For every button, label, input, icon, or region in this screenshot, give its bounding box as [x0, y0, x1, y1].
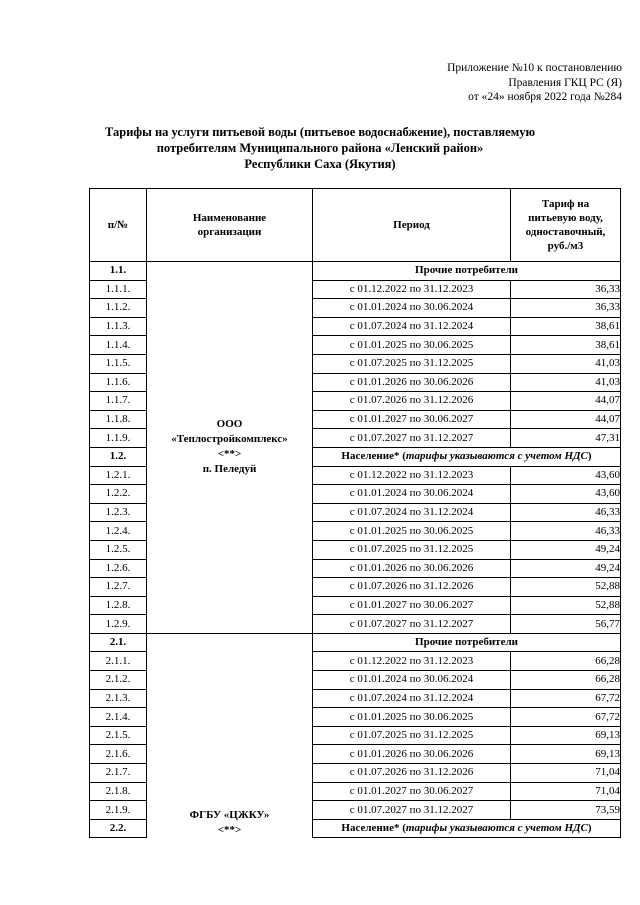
row-tariff: 44,07	[511, 392, 621, 411]
row-period: с 01.07.2024 по 31.12.2024	[313, 689, 511, 708]
row-num: 1.1.1.	[90, 280, 147, 299]
section-label-note: тарифы указываются с учетом НДС	[405, 822, 588, 835]
section-label-main: Население* (	[341, 450, 406, 463]
row-num: 1.2.8.	[90, 596, 147, 615]
header-org	[147, 189, 313, 262]
annex-line-3: от «24» ноября 2022 года №284	[468, 91, 622, 103]
header-org-line-2: организации	[197, 226, 262, 238]
annex-line-1: Приложение №10 к постановлению	[447, 62, 622, 74]
section-row	[90, 633, 621, 652]
row-period: с 01.07.2026 по 31.12.2026	[313, 578, 511, 597]
row-num: 2.1.3.	[90, 689, 147, 708]
row-tariff: 36,33	[511, 280, 621, 299]
row-period: с 01.01.2027 по 30.06.2027	[313, 596, 511, 615]
row-period: с 01.07.2024 по 31.12.2024	[313, 503, 511, 522]
header-tariff-line-3: одноставочный,	[525, 226, 606, 238]
row-num: 2.1.6.	[90, 745, 147, 764]
header-num: п/№	[90, 189, 147, 262]
section-label: Прочие потребители	[313, 633, 621, 652]
row-tariff: 71,04	[511, 764, 621, 783]
row-num: 1.2.7.	[90, 578, 147, 597]
row-num: 1.1.9.	[90, 429, 147, 448]
row-tariff: 69,13	[511, 745, 621, 764]
row-num: 1.1.7.	[90, 392, 147, 411]
tariff-table	[89, 188, 621, 838]
header-tariff-line-1: Тариф на	[541, 198, 590, 210]
header-tariff	[511, 189, 621, 262]
row-period: с 01.01.2024 по 30.06.2024	[313, 485, 511, 504]
row-period: с 01.07.2027 по 31.12.2027	[313, 429, 511, 448]
row-tariff: 46,33	[511, 522, 621, 541]
row-num: 1.1.4.	[90, 336, 147, 355]
row-num: 1.1.3.	[90, 317, 147, 336]
row-period: с 01.07.2026 по 31.12.2026	[313, 764, 511, 783]
organization-name-line-2: «Теплостройкомплекс»	[171, 433, 288, 446]
row-num: 1.2.5.	[90, 540, 147, 559]
row-num: 1.2.3.	[90, 503, 147, 522]
organization-name	[147, 262, 313, 634]
row-period: с 01.07.2027 по 31.12.2027	[313, 615, 511, 634]
row-period: с 01.01.2027 по 30.06.2027	[313, 410, 511, 429]
section-num: 1.1.	[90, 262, 147, 281]
row-num: 2.1.7.	[90, 764, 147, 783]
row-period: с 01.07.2024 по 31.12.2024	[313, 317, 511, 336]
row-period: с 01.07.2025 по 31.12.2025	[313, 354, 511, 373]
row-tariff: 52,88	[511, 596, 621, 615]
row-period: с 01.01.2024 по 30.06.2024	[313, 671, 511, 690]
row-period: с 01.01.2025 по 30.06.2025	[313, 708, 511, 727]
row-period: с 01.01.2026 по 30.06.2026	[313, 559, 511, 578]
row-tariff: 66,28	[511, 652, 621, 671]
row-period: с 01.01.2024 по 30.06.2024	[313, 299, 511, 318]
row-period: с 01.07.2025 по 31.12.2025	[313, 540, 511, 559]
row-num: 1.2.9.	[90, 615, 147, 634]
row-num: 1.2.4.	[90, 522, 147, 541]
row-tariff: 41,03	[511, 373, 621, 392]
document-title	[40, 124, 600, 172]
row-tariff: 67,72	[511, 708, 621, 727]
header-tariff-line-4: руб./м3	[547, 240, 584, 252]
section-label	[313, 447, 621, 466]
section-label-end: )	[587, 822, 592, 835]
section-label-note: тарифы указываются с учетом НДС	[405, 450, 588, 463]
row-tariff: 66,28	[511, 671, 621, 690]
header-tariff-line-2: питьевую воду,	[528, 212, 603, 224]
header-period: Период	[313, 189, 511, 262]
row-num: 1.2.6.	[90, 559, 147, 578]
annex-header	[447, 61, 622, 105]
row-period: с 01.07.2027 по 31.12.2027	[313, 801, 511, 820]
row-num: 2.1.2.	[90, 671, 147, 690]
row-num: 2.1.5.	[90, 726, 147, 745]
annex-line-2: Правления ГКЦ РС (Я)	[508, 76, 622, 89]
row-num: 1.1.8.	[90, 410, 147, 429]
row-tariff: 67,72	[511, 689, 621, 708]
row-tariff: 44,07	[511, 410, 621, 429]
row-period: с 01.01.2025 по 30.06.2025	[313, 522, 511, 541]
title-line-3: Республики Саха (Якутия)	[244, 157, 396, 171]
row-tariff: 49,24	[511, 559, 621, 578]
section-num: 2.2.	[90, 819, 147, 838]
row-period: с 01.12.2022 по 31.12.2023	[313, 652, 511, 671]
row-tariff: 38,61	[511, 336, 621, 355]
row-tariff: 46,33	[511, 503, 621, 522]
section-label-end: )	[587, 450, 592, 463]
row-tariff: 52,88	[511, 578, 621, 597]
title-line-1: Тарифы на услуги питьевой воды (питьевое водоснабжение), поставляемую	[104, 125, 536, 139]
row-tariff: 71,04	[511, 782, 621, 801]
table-header-row	[90, 189, 621, 262]
row-tariff: 47,31	[511, 429, 621, 448]
row-tariff: 43,60	[511, 466, 621, 485]
section-label	[313, 819, 621, 838]
row-tariff: 36,33	[511, 299, 621, 318]
organization-name-line-1: ФГБУ «ЦЖКУ»	[189, 808, 270, 821]
section-row	[90, 262, 621, 281]
row-num: 2.1.1.	[90, 652, 147, 671]
row-num: 1.1.6.	[90, 373, 147, 392]
row-period: с 01.12.2022 по 31.12.2023	[313, 280, 511, 299]
section-label: Прочие потребители	[313, 262, 621, 281]
row-tariff: 49,24	[511, 540, 621, 559]
row-num: 2.1.9.	[90, 801, 147, 820]
row-num: 1.1.5.	[90, 354, 147, 373]
row-num: 1.2.2.	[90, 485, 147, 504]
organization-name-line-2: <**>	[217, 823, 242, 836]
title-line-2: потребителям Муниципального района «Ленский район»	[156, 141, 484, 155]
row-period: с 01.07.2026 по 31.12.2026	[313, 392, 511, 411]
row-period: с 01.12.2022 по 31.12.2023	[313, 466, 511, 485]
row-tariff: 69,13	[511, 726, 621, 745]
row-tariff: 41,03	[511, 354, 621, 373]
organization-name	[147, 633, 313, 838]
section-num: 2.1.	[90, 633, 147, 652]
organization-name-line-1: ООО	[216, 418, 243, 431]
row-period: с 01.01.2025 по 30.06.2025	[313, 336, 511, 355]
organization-name-line-4: п. Пеледуй	[202, 463, 257, 476]
row-period: с 01.07.2025 по 31.12.2025	[313, 726, 511, 745]
row-num: 1.2.1.	[90, 466, 147, 485]
row-tariff: 43,60	[511, 485, 621, 504]
row-num: 2.1.8.	[90, 782, 147, 801]
row-tariff: 38,61	[511, 317, 621, 336]
row-num: 2.1.4.	[90, 708, 147, 727]
row-num: 1.1.2.	[90, 299, 147, 318]
row-period: с 01.01.2026 по 30.06.2026	[313, 745, 511, 764]
row-period: с 01.01.2026 по 30.06.2026	[313, 373, 511, 392]
row-period: с 01.01.2027 по 30.06.2027	[313, 782, 511, 801]
organization-name-line-3: <**>	[217, 448, 242, 461]
header-org-line-1: Наименование	[192, 212, 267, 224]
section-label-main: Население* (	[341, 822, 406, 835]
section-num: 1.2.	[90, 447, 147, 466]
row-tariff: 73,59	[511, 801, 621, 820]
row-tariff: 56,77	[511, 615, 621, 634]
